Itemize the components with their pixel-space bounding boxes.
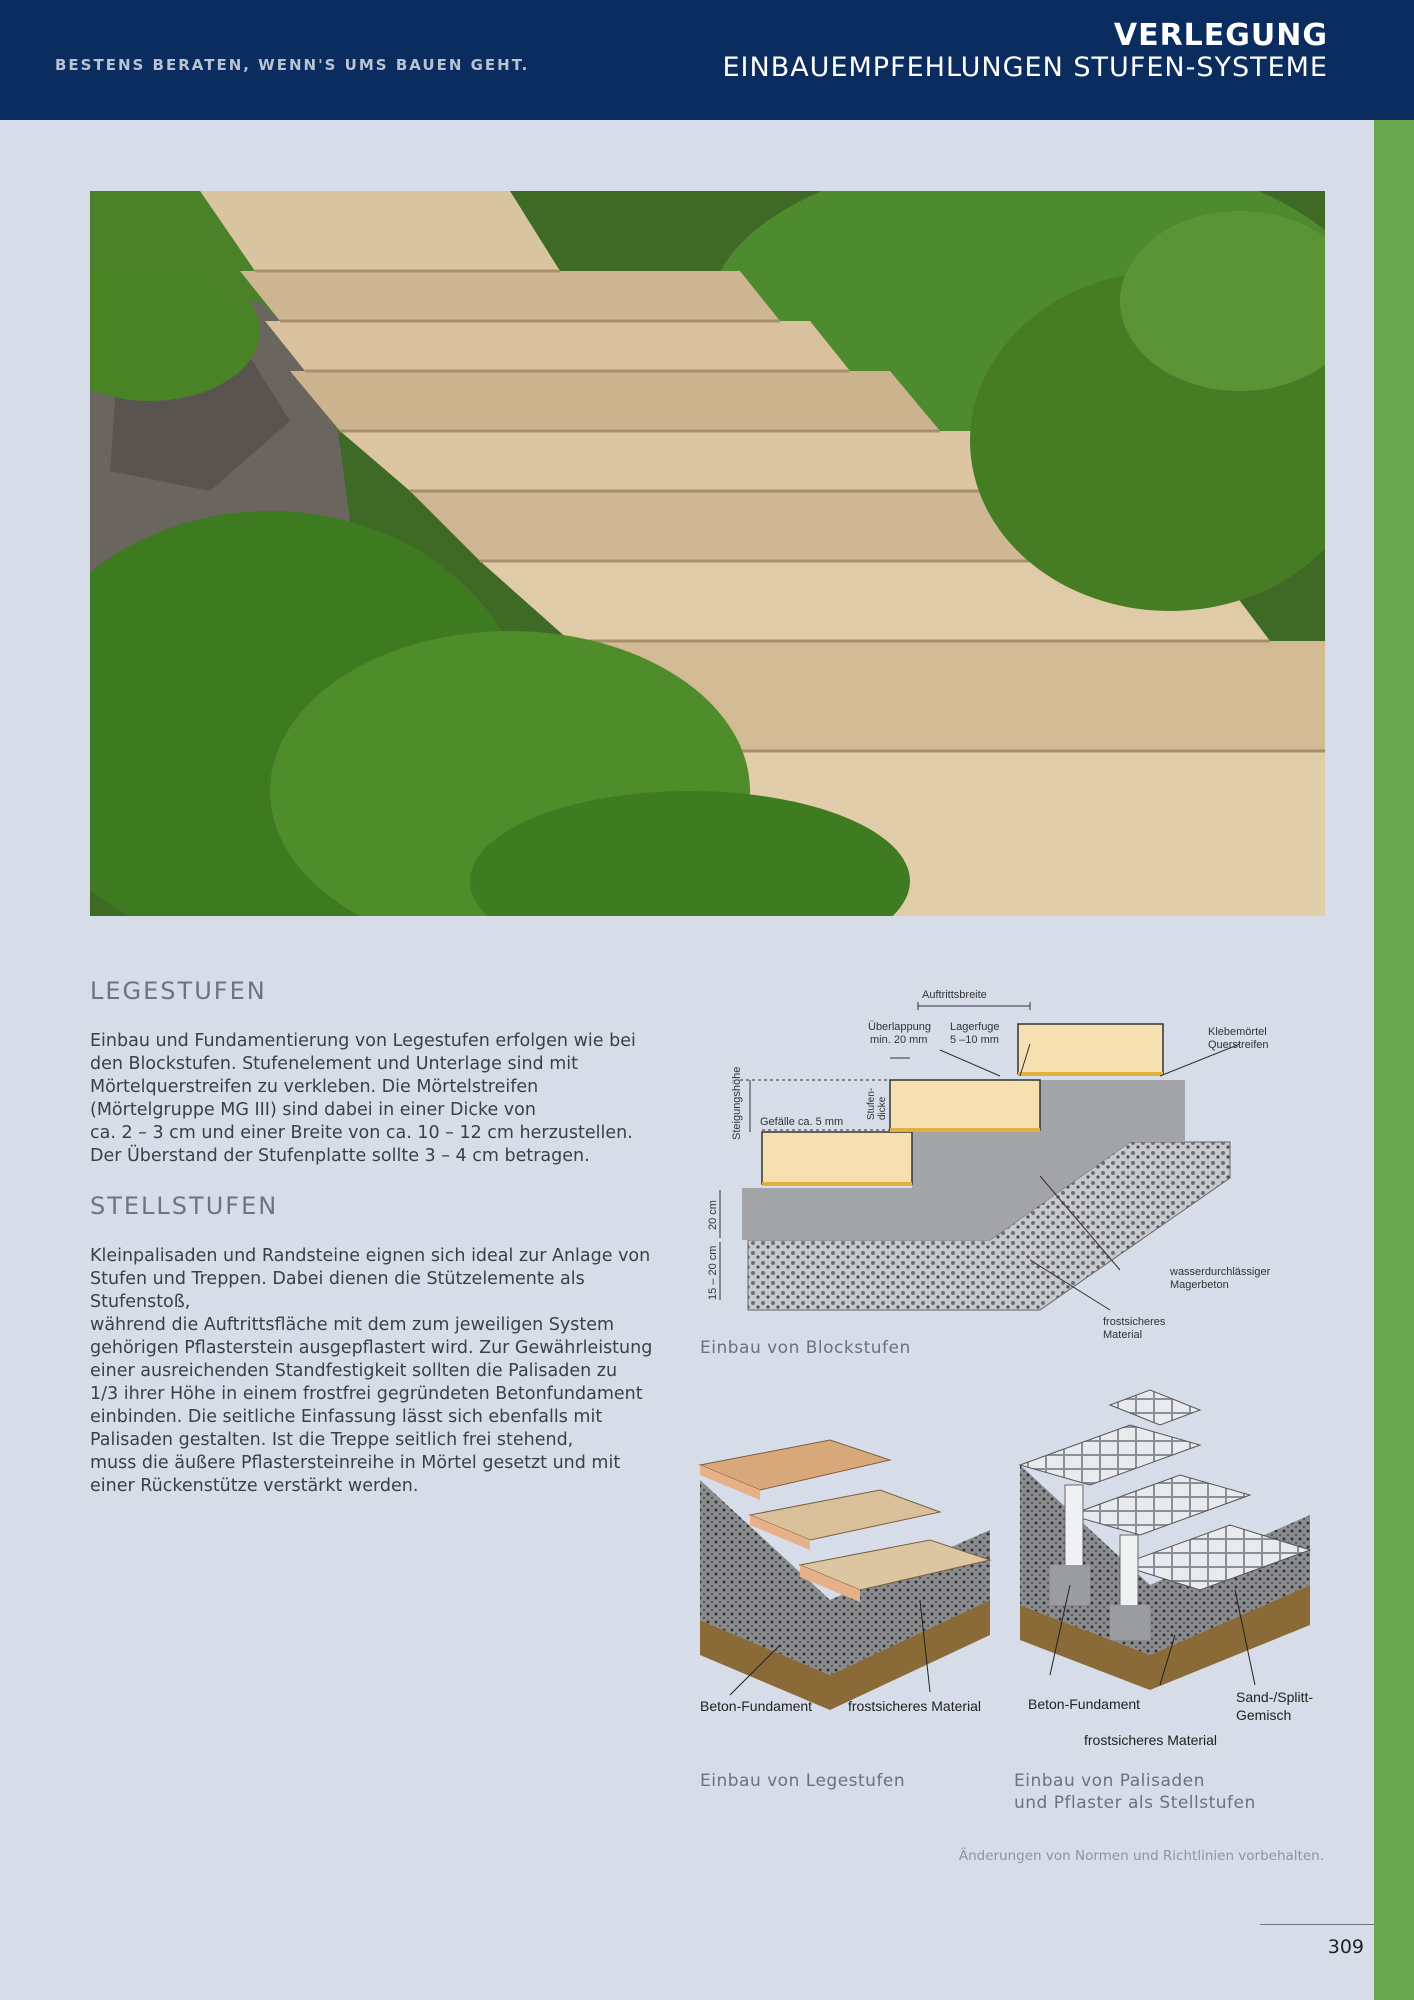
legestufen-heading: LEGESTUFEN xyxy=(90,977,267,1005)
lege-label-beton: Beton-Fundament xyxy=(700,1698,813,1714)
page-number: 309 xyxy=(1327,1936,1364,1958)
label-lagerfuge-2: 5 –10 mm xyxy=(950,1034,999,1046)
page-number-rule xyxy=(1260,1924,1374,1925)
header-subtitle: EINBAUEMPFEHLUNGEN STUFEN-SYSTEME xyxy=(722,52,1328,83)
label-magerbeton-1: wasserdurchlässiger xyxy=(1170,1266,1271,1278)
page-header xyxy=(0,0,1414,120)
side-accent-bar xyxy=(1374,120,1414,2000)
palisaden-label-sand-2: Gemisch xyxy=(1236,1707,1292,1723)
garden-steps-photo xyxy=(90,191,1325,916)
legestufen-diagram xyxy=(690,1420,1010,1720)
label-klebemoertel-1: Klebemörtel xyxy=(1208,1026,1267,1038)
header-slogan: BESTENS BERATEN, WENN'S UMS BAUEN GEHT. xyxy=(55,56,530,74)
label-auftrittsbreite: Auftrittsbreite xyxy=(922,989,987,1001)
blockstufen-caption: Einbau von Blockstufen xyxy=(700,1338,911,1358)
label-stufendicke-1: Stufen- xyxy=(866,1087,877,1120)
block-step-3 xyxy=(1018,1024,1163,1074)
label-stufendicke-2: dicke xyxy=(877,1096,888,1120)
label-ueberlappung-2: min. 20 mm xyxy=(870,1034,928,1046)
label-lagerfuge-1: Lagerfuge xyxy=(950,1021,1000,1033)
legestufen-caption: Einbau von Legestufen xyxy=(700,1771,906,1791)
palisaden-diagram xyxy=(1010,1385,1330,1695)
label-klebemoertel-2: Querstreifen xyxy=(1208,1039,1269,1051)
label-frost-1: frostsicheres xyxy=(1103,1316,1166,1328)
label-magerbeton-2: Magerbeton xyxy=(1170,1279,1229,1291)
label-gefaelle: Gefälle ca. 5 mm xyxy=(760,1116,844,1128)
label-15-20cm: 15 – 20 cm xyxy=(707,1245,719,1300)
block-step-1 xyxy=(762,1132,912,1184)
palisaden-label-sand-1: Sand-/Splitt- xyxy=(1236,1689,1314,1705)
label-frost-2: Material xyxy=(1103,1329,1143,1340)
label-ueberlappung-1: Überlappung xyxy=(868,1021,931,1033)
footnote: Änderungen von Normen und Richtlinien vorbehalten. xyxy=(958,1848,1324,1864)
stellstufen-heading: STELLSTUFEN xyxy=(90,1192,279,1220)
label-20cm: 20 cm xyxy=(707,1200,719,1230)
legestufen-paragraph: Einbau und Fundamentierung von Legestufen erfolgen wie bei den Blockstufen. Stufenelement und Unterlage sind mit Mörtelquerstreifen zu verkleben. Die Mörtelstreifen (Mörtelgruppe MG III) sind dabei in einer Dicke von ca. 2 – 3 cm und einer Breite von ca. 10 – 12 cm herzustellen. Der Überstand der Stufenplatte sollte 3 – 4 cm betragen. xyxy=(90,1031,636,1166)
blockstufen-diagram xyxy=(700,980,1280,1340)
palisaden-caption: Einbau von Palisaden und Pflaster als Stellstufen xyxy=(1014,1771,1256,1813)
header-title: VERLEGUNG xyxy=(1113,18,1328,53)
palisaden-label-frost: frostsicheres Material xyxy=(1084,1732,1218,1748)
label-steigungshoehe: Steigungshöhe xyxy=(731,1066,743,1140)
palisaden-label-beton: Beton-Fundament xyxy=(1028,1696,1141,1712)
lege-label-frost: frostsicheres Material xyxy=(848,1698,982,1714)
stellstufen-paragraph: Kleinpalisaden und Randsteine eignen sich ideal zur Anlage von Stufen und Treppen. Dabei dienen die Stützelemente als Stufenstoß, während die Auftrittsfläche mit dem zum jeweiligen System gehörigen Pflasterstein ausgepflastert wird. Zur Gewährleistung einer ausreichenden Standfestigkeit sollten die Palisaden zu 1/3 ihrer Höhe in einem frostfrei gegründeten Betonfundament einbinden. Die seitliche Einfassung lässt sich ebenfalls mit Palisaden gestalten. Ist die Treppe seitlich frei stehend, muss die äußere Pflastersteinreihe in Mörtel gesetzt und mit einer Rückenstütze verstärkt werden. xyxy=(90,1246,653,1496)
block-step-2 xyxy=(890,1080,1040,1130)
palisaden-label-sand xyxy=(1236,1688,1313,1724)
